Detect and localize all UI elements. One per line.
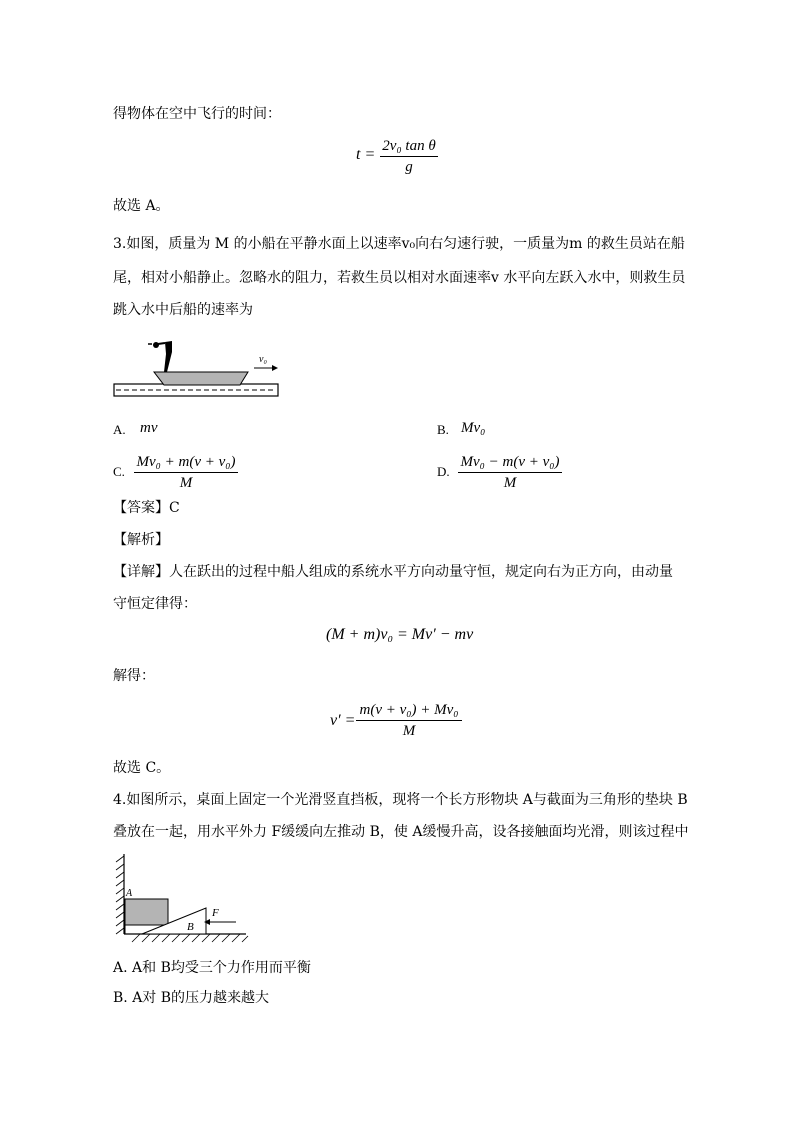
question-4-option-b: B. A对 B的压力越来越大 (113, 990, 270, 1006)
label-f: F (212, 907, 219, 919)
label-b: B (187, 921, 194, 933)
formula-numerator: 2v₀ tan θ (380, 136, 438, 157)
formula-v-numerator: m(v + v₀) + Mv₀ (356, 700, 462, 721)
formula-v (356, 700, 462, 741)
text-line: 故选 A。 (113, 198, 170, 214)
choose-c-line: 故选 C。 (113, 760, 171, 776)
boat-figure (112, 332, 282, 402)
analysis-heading: 【解析】 (113, 532, 169, 548)
block-a (125, 899, 168, 925)
detail-line-1: 【详解】人在跃出的过程中船人组成的系统水平方向动量守恒，规定向右为正方向，由动量 (113, 564, 673, 580)
lifeguard-figure (148, 341, 172, 372)
formula-denominator: g (405, 159, 413, 175)
option-c-denominator: M (179, 475, 193, 491)
momentum-equation: (M + m)v₀ = Mv′ − mv (326, 626, 474, 643)
wedge-figure (112, 852, 252, 944)
answer-line: 【答案】C (113, 500, 180, 516)
boat-hull (154, 372, 248, 385)
velocity-label: v₀ (259, 354, 267, 365)
option-c-label: C. (113, 464, 125, 479)
option-b-label: B. (437, 422, 449, 437)
formula-t (380, 136, 438, 177)
option-d-label: D. (437, 464, 450, 479)
question-3-line-3: 跳入水中后船的速率为 (113, 302, 253, 318)
option-a-label: A. (113, 422, 126, 437)
solve-line: 解得： (113, 668, 155, 684)
question-3-line-2: 尾，相对小船静止。忽略水的阻力，若救生员以相对水面速率v 水平向左跃入水中，则救生员 (113, 270, 686, 286)
option-c-formula (134, 452, 238, 493)
option-d-denominator: M (503, 475, 517, 491)
label-a: A (126, 888, 133, 899)
detail-line-2: 守恒定律得： (113, 596, 197, 612)
option-a-value: mv (140, 420, 158, 436)
text-line: 得物体在空中飞行的时间： (113, 106, 281, 122)
question-4-line-2: 叠放在一起，用水平外力 F缓缓向左推动 B，使 A缓慢升高，设各接触面均光滑，则该过程中 (113, 824, 689, 840)
option-d-numerator: Mv₀ − m(v + v₀) (458, 452, 562, 473)
formula-lhs: t = (356, 146, 376, 163)
question-4-option-a: A. A和 B均受三个力作用而平衡 (113, 960, 311, 976)
option-b-value: Mv₀ (461, 420, 486, 436)
question-4-line-1: 4.如图所示，桌面上固定一个光滑竖直挡板，现将一个长方形物块 A与截面为三角形的垫块 B (113, 792, 688, 808)
option-c-numerator: Mv₀ + m(v + v₀) (134, 452, 238, 473)
option-d-formula (458, 452, 562, 493)
formula-v-lhs: v′ = (330, 712, 356, 729)
question-3-line-1: 3.如图，质量为 M 的小船在平静水面上以速率v₀向右匀速行驶，一质量为m 的救生员站在船 (113, 236, 685, 252)
formula-v-denominator: M (402, 723, 416, 739)
